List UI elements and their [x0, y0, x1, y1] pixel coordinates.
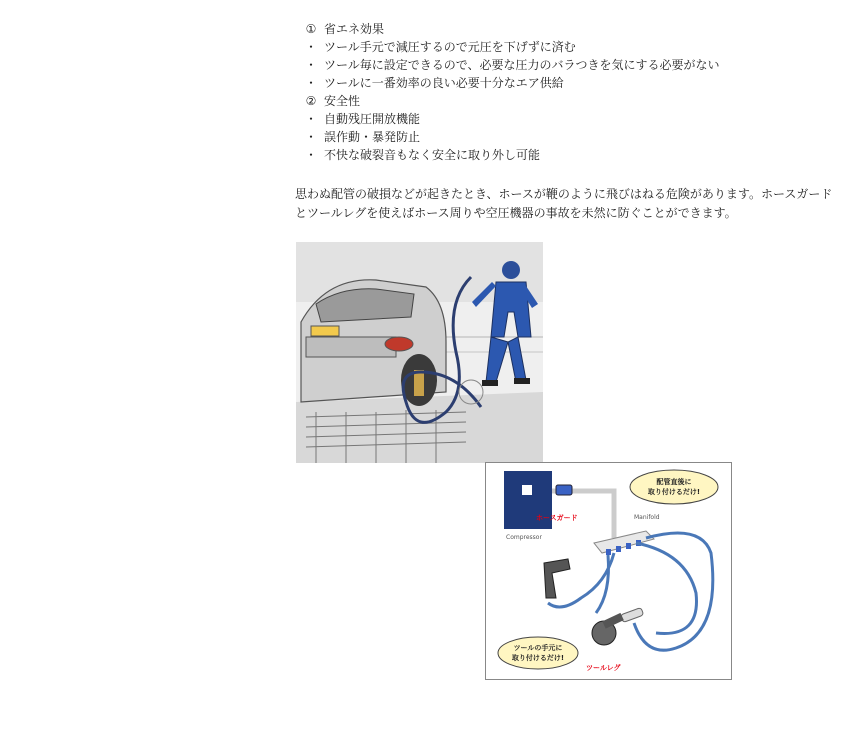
- hose-guard-device: [556, 485, 572, 495]
- benefit-item: ・ 不快な破裂音もなく安全に取り外し可能: [304, 148, 541, 162]
- callout-top: [630, 470, 718, 504]
- mechanic-illustration: [296, 242, 543, 463]
- svg-text:配管直後に: 配管直後に: [656, 478, 692, 486]
- air-system-diagram-image: [486, 463, 731, 679]
- svg-text:ツールの手元に: ツールの手元に: [513, 644, 563, 652]
- callout-bottom: [498, 637, 578, 669]
- svg-text:取り付けるだけ!: 取り付けるだけ!: [647, 488, 701, 496]
- mechanic-scene-image: [296, 242, 543, 463]
- paragraph-line: 思わぬ配管の破損などが起きたとき、ホースが鞭のように飛びはねる危険があります。ホースガード: [295, 187, 833, 201]
- benefit-item: ・ ツール手元で減圧するので元圧を下げずに済む: [304, 40, 576, 54]
- tool-leg-label: ツールレグ: [586, 664, 621, 672]
- benefits-list: [298, 20, 858, 164]
- benefit-item: ・ 自動残圧開放機能: [304, 112, 421, 126]
- benefit-heading: ① 省エネ効果: [305, 22, 385, 36]
- compressor-label: Compressor: [506, 534, 542, 541]
- manifold-label: Manifold: [634, 514, 660, 521]
- air-system-diagram: [485, 462, 732, 680]
- benefit-item: ・ ツール毎に設定できるので、必要な圧力のバラつきを気にする必要がない: [304, 58, 720, 72]
- svg-text:取り付けるだけ!: 取り付けるだけ!: [511, 654, 565, 662]
- paragraph-line: とツールレグを使えばホース周りや空圧機器の事故を未然に防ぐことができます。: [295, 206, 737, 220]
- safety-paragraph: [295, 185, 860, 223]
- benefit-heading: ② 安全性: [305, 94, 361, 108]
- benefit-item: ・ ツールに一番効率の良い必要十分なエア供給: [304, 76, 564, 90]
- hose-guard-label: ホースガード: [536, 514, 578, 522]
- benefit-item: ・ 誤作動・暴発防止: [304, 130, 421, 144]
